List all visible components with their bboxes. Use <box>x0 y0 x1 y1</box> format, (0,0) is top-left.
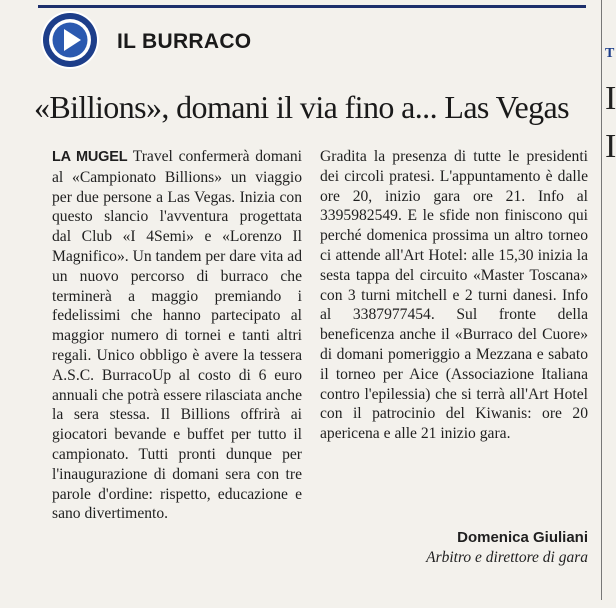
adjacent-fragment: I <box>605 80 616 117</box>
top-rule <box>38 5 586 8</box>
author-name: Domenica Giuliani <box>457 529 588 546</box>
article-column-left <box>52 147 302 524</box>
left-column-text: Travel confermerà domani al «Campionato Billions» un viaggio per due persone a Las Vegas. Inizia con questo slancio l'avventura progettata dal Club «I 4Semi» e «Lorenzo Il Magnifico». Un tandem per dare vita ad un nuovo percorso di burraco che terminerà a maggio premiando i fedelissimi che hanno partecipato al maggior numero di tornei e tanti altri regali. Unico obbligo è avere la tessera A.S.C. BurracoUp al costo di 6 euro annuali che potrà essere rilasciata anche la sera stessa. Il Billions offrirà ai giocatori bevande e buffet per tutto il campionato. Tutti pronti dunque per l'inaugurazione di domani sera con tre parole d'ordine: rispetto, educazione e sano divertimento. <box>52 148 302 523</box>
right-column-text: Gradita la presenza di tutte le presidenti dei circoli pratesi. L'appuntamento è dalle ore 20, inizio gara ore 21. Info al 3395982549. E le sfide non finiscono qui perché domenica prossima un altro torneo ci attende all'Art Hotel: alle 15,30 inizia la sesta tappa del circuito «Master Toscana» con 3 turni mitchell e 2 turni danesi. Info al 3387977454. Sul fronte della beneficenza anche il «Burraco del Cuore» di domani pomeriggio a Mezzana e sabato il torneo per Aice (Associazione Italiana contro l'epilessia) che si terrà all'Art Hotel con il patrocinio del Kiwanis: ore 20 apericena e alle 21 inizio gara. <box>320 148 588 443</box>
play-icon <box>40 10 100 70</box>
kicker: LA MUGEL <box>52 149 128 165</box>
signature <box>320 528 588 568</box>
article-column-right <box>320 147 588 444</box>
section-label: IL BURRACO <box>117 30 252 53</box>
adjacent-column-edge <box>597 0 616 608</box>
adjacent-fragment: T <box>605 46 615 61</box>
adjacent-fragment: I <box>605 128 616 165</box>
author-role: Arbitro e direttore di gara <box>426 549 588 566</box>
headline: «Billions», domani il via fino a... Las Vegas <box>34 89 570 125</box>
column-divider <box>601 0 602 600</box>
